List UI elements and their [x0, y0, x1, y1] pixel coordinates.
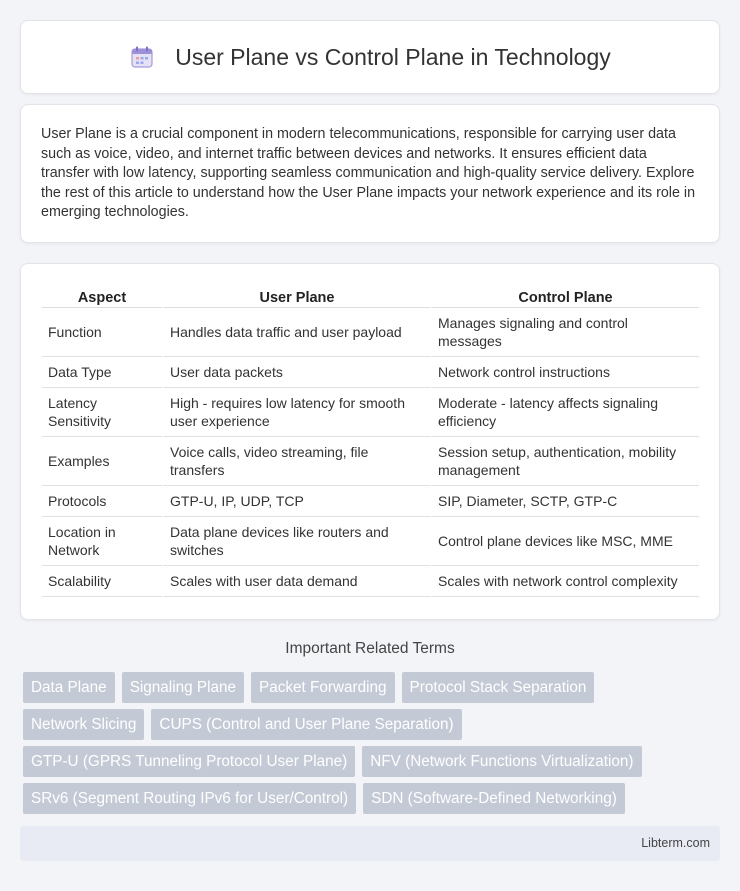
- footer: [20, 826, 720, 861]
- tag-row: [23, 746, 723, 777]
- table-row: [42, 388, 699, 437]
- table-cell: Control plane devices like MSC, MME: [430, 517, 699, 566]
- table-cell: SIP, Diameter, SCTP, GTP-C: [430, 486, 699, 517]
- table-cell: Latency Sensitivity: [42, 388, 162, 437]
- column-header: Aspect: [42, 282, 162, 308]
- table-header-row: [42, 282, 699, 308]
- table-cell: Voice calls, video streaming, file transfers: [162, 437, 430, 486]
- comparison-table-card: [20, 263, 720, 620]
- related-term-tag[interactable]: SRv6 (Segment Routing IPv6 for User/Control): [23, 783, 356, 814]
- tag-row: [23, 672, 723, 703]
- table-cell: Network control instructions: [430, 357, 699, 388]
- table-cell: Protocols: [42, 486, 162, 517]
- related-term-tag[interactable]: Packet Forwarding: [251, 672, 395, 703]
- tag-row: [23, 709, 723, 740]
- footer-site-link[interactable]: Libterm.com: [641, 836, 710, 850]
- table-cell: Scalability: [42, 566, 162, 597]
- related-term-tag[interactable]: Network Slicing: [23, 709, 144, 740]
- related-term-tag[interactable]: Signaling Plane: [122, 672, 244, 703]
- related-term-tag[interactable]: SDN (Software-Defined Networking): [363, 783, 625, 814]
- table-cell: Handles data traffic and user payload: [162, 308, 430, 357]
- related-term-tag[interactable]: Data Plane: [23, 672, 115, 703]
- calendar-icon: [129, 44, 155, 70]
- intro-text: User Plane is a crucial component in modern telecommunications, responsible for carrying user data such as voice, video, and internet traffic between devices and networks. It ensures efficient data transfer with low latency, supporting seamless communication and high-quality service delivery. Explore the rest of this article to understand how the User Plane impacts your network experience and its role in emerging technologies.: [41, 126, 696, 221]
- related-term-tag[interactable]: CUPS (Control and User Plane Separation): [151, 709, 461, 740]
- table-row: [42, 308, 699, 357]
- comparison-table: [42, 282, 699, 597]
- related-term-tag[interactable]: NFV (Network Functions Virtualization): [362, 746, 641, 777]
- table-cell: Moderate - latency affects signaling efficiency: [430, 388, 699, 437]
- table-cell: User data packets: [162, 357, 430, 388]
- table-row: [42, 437, 699, 486]
- table-cell: Scales with network control complexity: [430, 566, 699, 597]
- table-cell: Data Type: [42, 357, 162, 388]
- table-cell: Location in Network: [42, 517, 162, 566]
- related-terms-list: [23, 672, 723, 820]
- table-cell: Scales with user data demand: [162, 566, 430, 597]
- column-header: User Plane: [162, 282, 430, 308]
- table-cell: GTP-U, IP, UDP, TCP: [162, 486, 430, 517]
- header-card: [20, 20, 720, 94]
- related-term-tag[interactable]: Protocol Stack Separation: [402, 672, 595, 703]
- table-cell: High - requires low latency for smooth user experience: [162, 388, 430, 437]
- table-cell: Manages signaling and control messages: [430, 308, 699, 357]
- column-header: Control Plane: [430, 282, 699, 308]
- table-row: [42, 357, 699, 388]
- table-cell: Session setup, authentication, mobility management: [430, 437, 699, 486]
- intro-card: [20, 104, 720, 243]
- table-cell: Examples: [42, 437, 162, 486]
- table-row: [42, 566, 699, 597]
- table-cell: Function: [42, 308, 162, 357]
- page-title: User Plane vs Control Plane in Technology: [175, 43, 611, 70]
- table-row: [42, 486, 699, 517]
- related-term-tag[interactable]: GTP-U (GPRS Tunneling Protocol User Plane): [23, 746, 355, 777]
- table-row: [42, 517, 699, 566]
- related-terms-title: Important Related Terms: [285, 640, 455, 657]
- table-cell: Data plane devices like routers and switches: [162, 517, 430, 566]
- tag-row: [23, 783, 723, 814]
